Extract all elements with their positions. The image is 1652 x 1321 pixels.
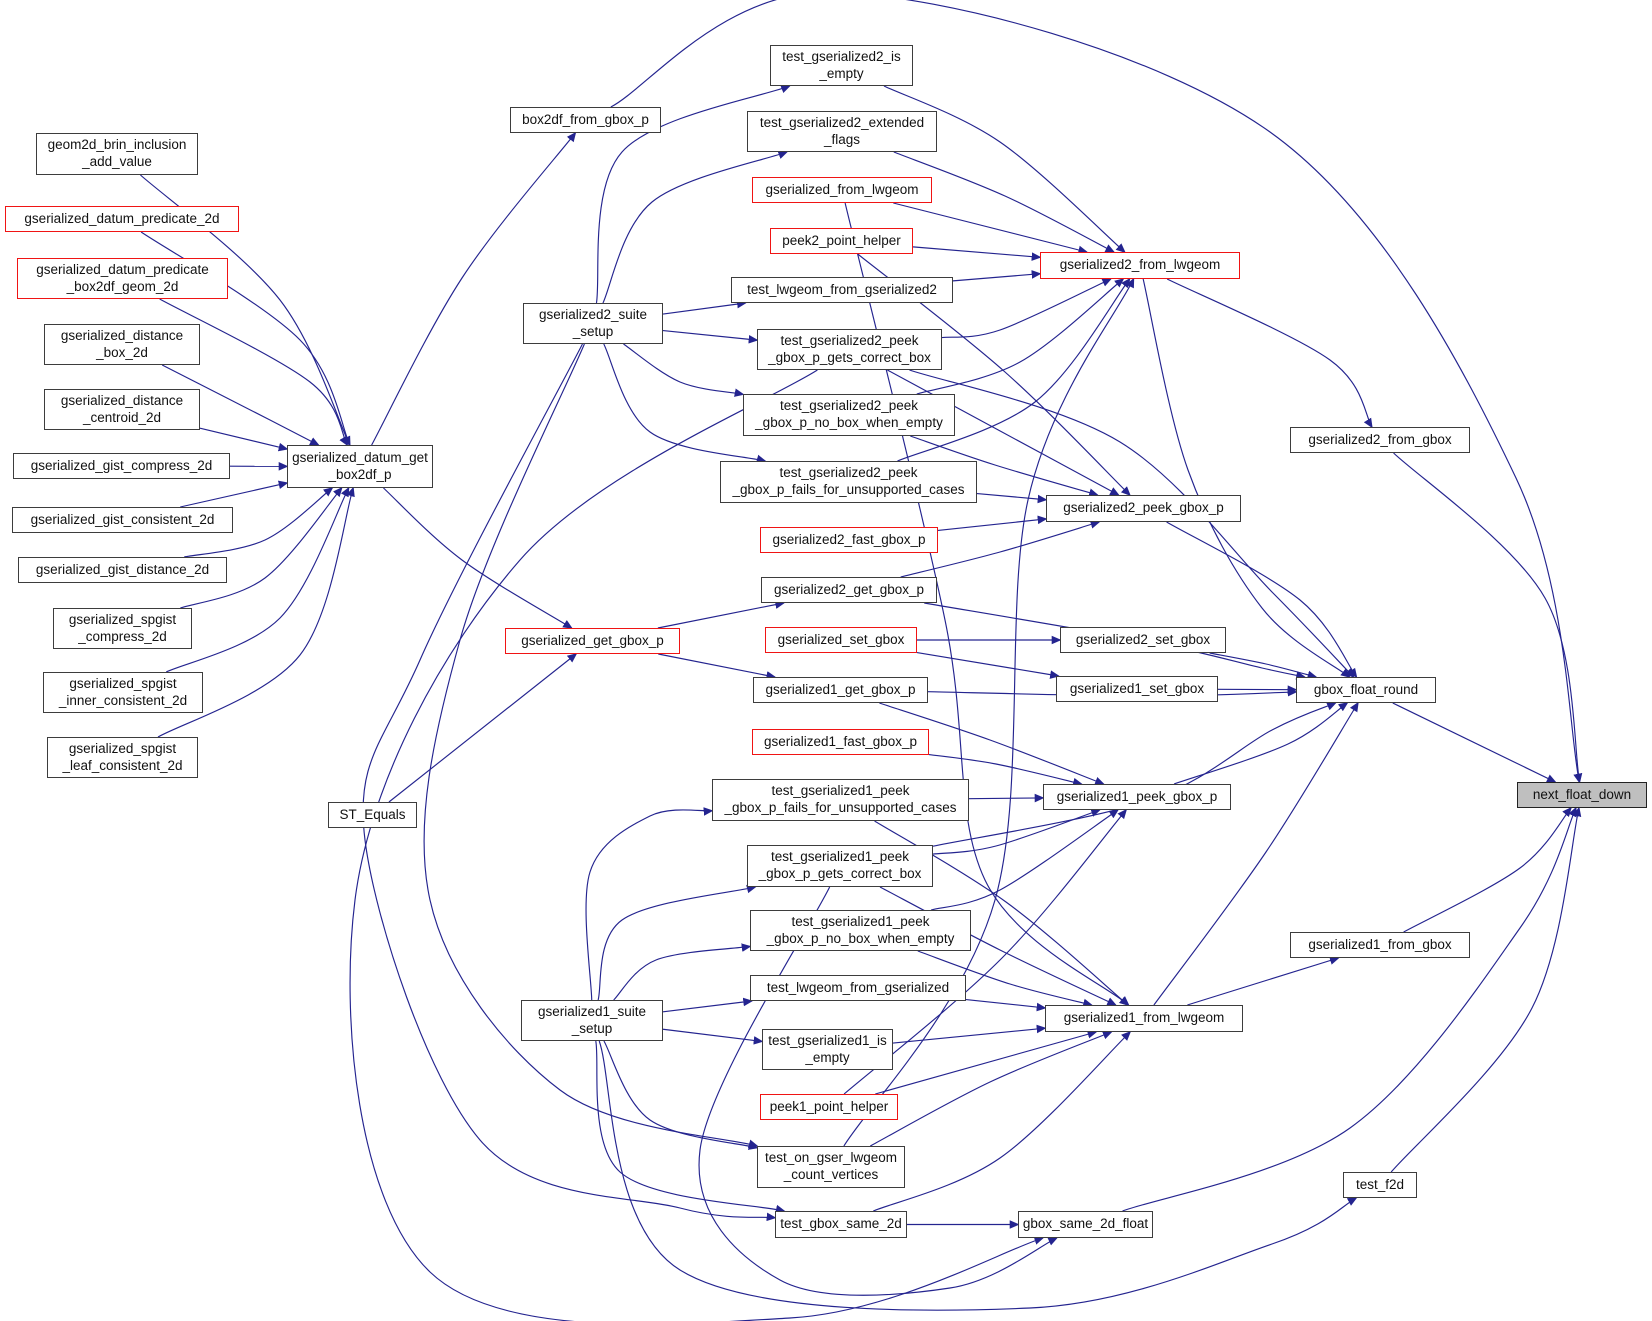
edge-g2fromgbox-to-nfd [1394,453,1580,782]
graph-node-g2get[interactable] [761,577,937,603]
graph-node-g2fromgbox[interactable] [1290,427,1470,453]
graph-node-label: test_gserialized1_peek [770,849,910,865]
graph-node-tlwg2[interactable] [731,277,953,303]
graph-node-label: gserialized_spgist [68,611,177,627]
edge-setgbox-to-g1set [917,653,1058,676]
graph-node-spgleaf[interactable] [47,737,198,778]
graph-node-label: _setup [572,323,614,339]
edge-g2set-to-gboxround [1210,653,1316,677]
edge-t1gets-to-gboxround [933,703,1335,846]
graph-node-label: gserialized_spgist [69,675,177,691]
graph-node-g1fromgbox[interactable] [1290,932,1470,958]
graph-node-label: gserialized_distance [60,392,184,408]
edge-suite1-to-tlwg1 [663,1001,752,1012]
graph-node-label: _gbox_p_no_box_when_empty [755,415,943,430]
graph-node-fromlw[interactable] [752,177,932,203]
graph-node-label: _box2df_geom_2d [66,278,179,294]
graph-node-gistdist[interactable] [18,557,227,583]
graph-node-distbox[interactable] [44,324,200,365]
graph-node-label: gserialized2_from_gbox [1308,431,1452,447]
graph-node-label: _inner_consistent_2d [58,692,188,708]
edge-g2peek-to-gboxround [1167,522,1357,677]
graph-node-label: gbox_same_2d_float [1022,1216,1149,1232]
graph-node-t2nobox[interactable] [743,394,955,436]
graph-node-g1fast[interactable] [752,729,929,755]
edge-g1fromlw-to-gboxround [1154,703,1358,1005]
graph-node-label: gserialized_gist_consistent_2d [30,511,215,527]
graph-node-brin[interactable] [36,133,198,175]
edge-g1peek-to-gboxround [1174,703,1347,784]
edge-g1fromlw-to-g1fromgbox [1187,958,1338,1005]
graph-node-label: _box2df_p [328,466,392,482]
graph-node-label: gserialized1_fast_gbox_p [763,733,918,749]
edge-spgcomp-to-datumget [180,488,341,608]
graph-node-label: test_f2d [1355,1176,1405,1192]
graph-node-label: test_gserialized1_peek [791,913,930,929]
edge-suite2-to-t2nobox [623,344,743,394]
graph-node-label: gserialized_gist_compress_2d [30,457,213,473]
graph-node-label: peek2_point_helper [782,232,901,248]
graph-node-g1get[interactable] [753,677,928,703]
graph-node-label: _flags [823,131,861,147]
graph-node-label: test_gserialized2_extended [759,114,925,130]
graph-node-label: _gbox_p_no_box_when_empty [766,930,955,946]
graph-node-label: test_gserialized2_peek [780,332,919,348]
graph-node-label: _setup [571,1020,613,1036]
graph-node-box2df[interactable] [510,107,661,133]
edge-suite2-to-t2gets [663,331,757,341]
graph-node-label: test_gserialized2_peek [779,398,919,414]
edge-tf2d-to-nfd [1391,808,1579,1172]
graph-node-label: _add_value [82,154,152,169]
graph-node-suite2[interactable] [523,303,663,344]
graph-node-label: _empty [819,65,864,81]
graph-node-label: peek1_point_helper [769,1098,889,1114]
graph-node-label: test_gserialized2_peek [779,465,918,481]
edge-datumget-to-getgbox [383,488,571,628]
graph-node-label: _count_vertices [783,1167,879,1182]
edge-gboxround-to-nfd [1393,703,1556,782]
edge-getgbox-to-g1get [658,654,774,677]
graph-node-label: test_gserialized2_is [782,48,901,64]
graph-node-distcent[interactable] [44,389,200,430]
graph-node-predbox[interactable] [17,258,228,299]
edge-tlwg2-to-g2fromlw [953,274,1040,281]
graph-node-tlwg1[interactable] [750,975,966,1001]
graph-node-t2fails[interactable] [720,461,977,503]
graph-node-peek2[interactable] [770,228,913,254]
edge-getgbox-to-g2get [658,603,784,628]
edge-t2fails-to-g2peek [977,494,1046,500]
graph-node-label: gserialized_from_lwgeom [765,181,919,197]
edge-suite2-to-t2fails [604,344,765,461]
edge-peek2-to-g2fromlw [913,247,1040,257]
edge-stequals-to-getgbox [389,654,576,802]
graph-node-label: _box_2d [96,344,148,360]
graph-node-peek1[interactable] [760,1094,898,1120]
graph-node-label: _gbox_p_gets_correct_box [758,866,922,881]
graph-node-label: gserialized_spgist [68,740,177,756]
graph-node-gboxsamef[interactable] [1018,1211,1153,1238]
edge-g2fromlw-to-gboxround [1143,279,1349,677]
edge-t2gets-to-g2fromlw [942,279,1111,338]
graph-node-t2empty[interactable] [770,45,913,86]
graph-node-label: gserialized1_from_lwgeom [1063,1010,1225,1026]
graph-node-label: _empty [805,1049,850,1065]
graph-node-label: gserialized_distance [60,327,184,343]
graph-node-label: gserialized1_peek_gbox_p [1056,788,1218,804]
graph-node-label: test_lwgeom_from_gserialized [766,979,950,995]
graph-node-label: gserialized2_set_gbox [1075,631,1211,647]
edge-g2fast-to-g2peek [938,519,1046,531]
graph-node-label: gserialized1_get_gbox_p [765,681,916,697]
graph-node-t1fails[interactable] [712,779,969,821]
graph-node-g2fromlw[interactable] [1040,252,1240,279]
graph-node-label: _gbox_p_fails_for_unsupported_cases [732,482,965,497]
graph-node-stequals[interactable] [328,802,417,828]
graph-node-g1peek[interactable] [1043,784,1231,810]
graph-node-label: box2df_from_gbox_p [522,111,649,127]
graph-node-label: ST_Equals [339,806,406,822]
graph-node-g2fast[interactable] [760,527,938,553]
edge-suite2-to-tlwg2 [663,303,745,314]
graph-node-suite1[interactable] [521,1000,663,1041]
graph-node-g2peek[interactable] [1046,495,1241,522]
graph-node-tf2d[interactable] [1343,1172,1417,1198]
edge-gistcons-to-datumget [180,483,287,507]
edge-suite1-to-t1nobox [614,946,750,1000]
edge-suite1-to-tcount [604,1041,757,1148]
graph-node-label: gserialized_get_gbox_p [521,632,664,648]
graph-node-g1fromlw[interactable] [1045,1005,1243,1032]
graph-node-label: test_on_gser_lwgeom [764,1150,898,1166]
edge-t1fails-to-g1peek [969,798,1043,799]
graph-node-label: gserialized_datum_predicate [36,261,209,277]
graph-node-label: gserialized_datum_get [292,449,428,465]
graph-node-g1set[interactable] [1056,676,1218,702]
graph-node-label: gserialized2_fast_gbox_p [772,531,926,547]
graph-node-spginner[interactable] [43,672,203,713]
graph-node-gistcomp[interactable] [13,453,230,479]
edge-suite1-to-t1empty [663,1029,762,1041]
graph-node-label: gserialized2_get_gbox_p [773,581,925,597]
graph-node-t2ext[interactable] [747,111,937,152]
edge-suite1-to-tf2d [599,1041,1356,1310]
graph-node-nfd[interactable] [1517,782,1647,808]
graph-node-label: test_gserialized1_peek [771,783,910,799]
graph-node-t1empty[interactable] [762,1029,893,1070]
graph-node-label: _gbox_p_fails_for_unsupported_cases [724,800,957,815]
graph-node-label: _leaf_consistent_2d [62,757,183,773]
graph-node-label: _compress_2d [78,628,167,644]
graph-node-setgbox[interactable] [765,627,917,653]
graph-node-tgboxsame[interactable] [775,1211,907,1238]
graph-node-label: _gbox_p_gets_correct_box [768,349,931,365]
graph-node-pred2d[interactable] [5,206,239,232]
graph-node-t2gets[interactable] [757,329,942,370]
edge-tlwg1-to-g1fromlw [966,1000,1045,1008]
graph-node-label: gserialized_gist_distance_2d [35,561,210,577]
edge-g2fromlw-to-g2fromgbox [1167,279,1372,427]
edge-distcent-to-datumget [200,428,287,449]
graph-node-gistcons[interactable] [12,507,233,533]
graph-node-label: gserialized1_from_gbox [1308,936,1452,952]
edge-g1fromgbox-to-nfd [1404,808,1571,932]
graph-node-datumget[interactable] [287,445,433,488]
graph-node-tcount[interactable] [757,1146,905,1188]
graph-node-t1gets[interactable] [747,845,933,887]
graph-node-label: geom2d_brin_inclusion [47,137,187,153]
graph-node-label: gbox_float_round [1313,681,1419,697]
edge-fromlw-to-g2fromlw [893,203,1086,252]
graph-node-label: gserialized1_suite [537,1003,647,1019]
graph-node-t1nobox[interactable] [750,910,971,951]
edge-t1empty-to-g1fromlw [893,1028,1045,1043]
edge-datumget-to-box2df [372,133,576,445]
edge-suite1-to-t1fails [586,810,712,1000]
graph-node-label: test_lwgeom_from_gserialized2 [747,281,937,297]
graph-node-label: next_float_down [1532,786,1632,802]
edge-suite1-to-tgboxsame [596,1041,784,1211]
graph-node-label: gserialized_datum_predicate_2d [24,210,220,226]
edge-t1nobox-to-g1peek [931,810,1118,910]
edge-suite1-to-t1gets [598,887,755,1000]
graph-node-label: gserialized1_set_gbox [1069,680,1205,696]
graph-node-label: gserialized2_peek_gbox_p [1063,500,1224,516]
graph-node-spgcomp[interactable] [53,608,192,649]
graph-node-label: gserialized2_from_lwgeom [1059,257,1221,273]
graph-node-label: _centroid_2d [82,409,162,425]
graph-node-label: gserialized_set_gbox [777,631,905,647]
graph-node-gboxround[interactable] [1296,677,1436,703]
graph-node-label: gserialized2_suite [538,306,648,322]
graph-node-getgbox[interactable] [505,628,680,654]
graph-node-label: test_gbox_same_2d [780,1216,902,1232]
graph-node-label: test_gserialized1_is [768,1032,887,1048]
graph-node-g2set[interactable] [1060,627,1226,653]
